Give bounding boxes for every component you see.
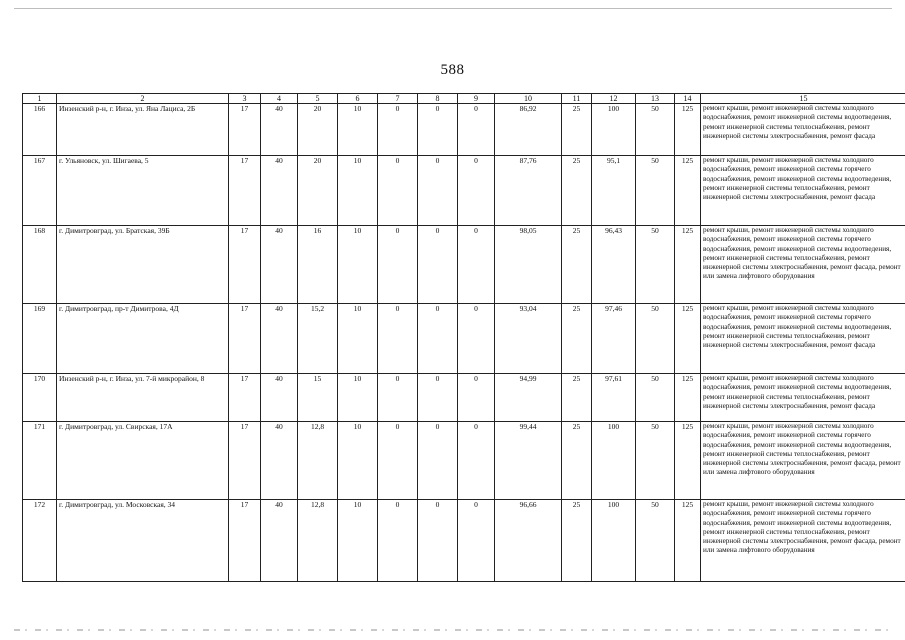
value-cell: 100 xyxy=(592,422,636,500)
value-cell: 17 xyxy=(229,104,261,156)
column-header: 7 xyxy=(378,94,418,104)
scan-top-edge xyxy=(14,8,892,9)
header-row xyxy=(23,94,905,104)
column-header: 10 xyxy=(495,94,562,104)
value-cell: 0 xyxy=(378,226,418,304)
table-row xyxy=(23,500,905,582)
value-cell: 17 xyxy=(229,422,261,500)
value-cell: 17 xyxy=(229,226,261,304)
value-cell: 98,05 xyxy=(495,226,562,304)
value-cell: 40 xyxy=(261,304,298,374)
column-header: 2 xyxy=(57,94,229,104)
value-cell: 50 xyxy=(636,104,675,156)
data-table xyxy=(22,93,905,582)
value-cell: 12,8 xyxy=(298,422,338,500)
value-cell: 25 xyxy=(562,304,592,374)
value-cell: 40 xyxy=(261,422,298,500)
value-cell: 125 xyxy=(675,422,701,500)
table-row xyxy=(23,156,905,226)
value-cell: 17 xyxy=(229,304,261,374)
value-cell: 10 xyxy=(338,304,378,374)
works-list-cell: ремонт крыши, ремонт инженерной системы холодного водоснабжения, ремонт инженерной системы горячего водоснабжения, ремонт инженерной системы водоотведения, ремонт инженерной системы теплоснабжения, ремонт инженерной системы электроснабжения, ремонт фасада xyxy=(701,304,905,374)
value-cell: 40 xyxy=(261,156,298,226)
page-number: 588 xyxy=(440,62,465,78)
works-list-cell: ремонт крыши, ремонт инженерной системы холодного водоснабжения, ремонт инженерной системы водоотведения, ремонт инженерной системы теплоснабжения, ремонт инженерной системы электроснабжения, ремонт фасада xyxy=(701,104,905,156)
value-cell: 0 xyxy=(378,156,418,226)
row-number-cell: 172 xyxy=(23,500,57,582)
table-row xyxy=(23,374,905,422)
value-cell: 17 xyxy=(229,374,261,422)
works-list-cell: ремонт крыши, ремонт инженерной системы холодного водоснабжения, ремонт инженерной системы горячего водоснабжения, ремонт инженерной системы водоотведения, ремонт инженерной системы теплоснабжения, ремонт инженерной системы электроснабжения, ремонт фасада, ремонт или замена лифтового оборудования xyxy=(701,500,905,582)
address-cell: Инзенский р-н, г. Инза, ул. 7-й микрорайон, 8 xyxy=(57,374,229,422)
value-cell: 12,8 xyxy=(298,500,338,582)
row-number-cell: 171 xyxy=(23,422,57,500)
value-cell: 40 xyxy=(261,226,298,304)
value-cell: 87,76 xyxy=(495,156,562,226)
column-header: 13 xyxy=(636,94,675,104)
value-cell: 0 xyxy=(418,104,458,156)
works-list-cell: ремонт крыши, ремонт инженерной системы холодного водоснабжения, ремонт инженерной системы горячего водоснабжения, ремонт инженерной системы водоотведения, ремонт инженерной системы теплоснабжения, ремонт инженерной системы электроснабжения, ремонт фасада xyxy=(701,156,905,226)
value-cell: 17 xyxy=(229,500,261,582)
value-cell: 50 xyxy=(636,156,675,226)
value-cell: 40 xyxy=(261,104,298,156)
address-cell: Инзенский р-н, г. Инза, ул. Яна Лациса, 2Б xyxy=(57,104,229,156)
column-header: 11 xyxy=(562,94,592,104)
value-cell: 0 xyxy=(418,422,458,500)
value-cell: 25 xyxy=(562,156,592,226)
value-cell: 50 xyxy=(636,500,675,582)
works-list-cell: ремонт крыши, ремонт инженерной системы холодного водоснабжения, ремонт инженерной системы горячего водоснабжения, ремонт инженерной системы водоотведения, ремонт инженерной системы теплоснабжения, ремонт инженерной системы электроснабжения, ремонт фасада, ремонт или замена лифтового оборудования xyxy=(701,422,905,500)
value-cell: 96,66 xyxy=(495,500,562,582)
address-cell: г. Ульяновск, ул. Шигаева, 5 xyxy=(57,156,229,226)
value-cell: 50 xyxy=(636,304,675,374)
value-cell: 16 xyxy=(298,226,338,304)
value-cell: 100 xyxy=(592,500,636,582)
value-cell: 40 xyxy=(261,374,298,422)
value-cell: 100 xyxy=(592,104,636,156)
value-cell: 125 xyxy=(675,104,701,156)
value-cell: 0 xyxy=(378,304,418,374)
table-row xyxy=(23,226,905,304)
value-cell: 125 xyxy=(675,500,701,582)
value-cell: 99,44 xyxy=(495,422,562,500)
value-cell: 50 xyxy=(636,374,675,422)
value-cell: 10 xyxy=(338,156,378,226)
value-cell: 0 xyxy=(418,226,458,304)
value-cell: 15,2 xyxy=(298,304,338,374)
address-cell: г. Димитровград, ул. Свирская, 17А xyxy=(57,422,229,500)
column-header: 5 xyxy=(298,94,338,104)
row-number-cell: 166 xyxy=(23,104,57,156)
value-cell: 125 xyxy=(675,226,701,304)
value-cell: 0 xyxy=(378,422,418,500)
column-header: 4 xyxy=(261,94,298,104)
value-cell: 0 xyxy=(418,156,458,226)
column-header: 12 xyxy=(592,94,636,104)
value-cell: 10 xyxy=(338,500,378,582)
table-row xyxy=(23,422,905,500)
row-number-cell: 169 xyxy=(23,304,57,374)
value-cell: 50 xyxy=(636,422,675,500)
address-cell: г. Димитровград, ул. Братская, 39Б xyxy=(57,226,229,304)
works-list-cell: ремонт крыши, ремонт инженерной системы холодного водоснабжения, ремонт инженерной системы горячего водоснабжения, ремонт инженерной системы водоотведения, ремонт инженерной системы теплоснабжения, ремонт инженерной системы электроснабжения, ремонт фасада, ремонт или замена лифтового оборудования xyxy=(701,226,905,304)
row-number-cell: 168 xyxy=(23,226,57,304)
value-cell: 10 xyxy=(338,226,378,304)
value-cell: 25 xyxy=(562,226,592,304)
value-cell: 17 xyxy=(229,156,261,226)
value-cell: 0 xyxy=(418,304,458,374)
value-cell: 95,1 xyxy=(592,156,636,226)
value-cell: 94,99 xyxy=(495,374,562,422)
value-cell: 97,46 xyxy=(592,304,636,374)
value-cell: 93,04 xyxy=(495,304,562,374)
column-header: 8 xyxy=(418,94,458,104)
scan-bottom-edge xyxy=(14,629,892,631)
value-cell: 86,92 xyxy=(495,104,562,156)
value-cell: 0 xyxy=(418,500,458,582)
value-cell: 20 xyxy=(298,156,338,226)
column-header: 1 xyxy=(23,94,57,104)
value-cell: 25 xyxy=(562,374,592,422)
value-cell: 97,61 xyxy=(592,374,636,422)
value-cell: 50 xyxy=(636,226,675,304)
value-cell: 25 xyxy=(562,422,592,500)
value-cell: 10 xyxy=(338,422,378,500)
value-cell: 40 xyxy=(261,500,298,582)
address-cell: г. Димитровград, ул. Московская, 34 xyxy=(57,500,229,582)
value-cell: 96,43 xyxy=(592,226,636,304)
value-cell: 125 xyxy=(675,304,701,374)
value-cell: 0 xyxy=(458,374,495,422)
value-cell: 0 xyxy=(458,156,495,226)
value-cell: 0 xyxy=(458,104,495,156)
column-header: 3 xyxy=(229,94,261,104)
value-cell: 10 xyxy=(338,374,378,422)
value-cell: 125 xyxy=(675,156,701,226)
value-cell: 0 xyxy=(458,422,495,500)
value-cell: 0 xyxy=(378,374,418,422)
column-header: 15 xyxy=(701,94,905,104)
row-number-cell: 170 xyxy=(23,374,57,422)
value-cell: 0 xyxy=(418,374,458,422)
value-cell: 0 xyxy=(378,500,418,582)
works-list-cell: ремонт крыши, ремонт инженерной системы холодного водоснабжения, ремонт инженерной системы водоотведения, ремонт инженерной системы теплоснабжения, ремонт инженерной системы электроснабжения, ремонт фасада xyxy=(701,374,905,422)
table-row xyxy=(23,104,905,156)
value-cell: 125 xyxy=(675,374,701,422)
table-row xyxy=(23,304,905,374)
column-header: 14 xyxy=(675,94,701,104)
column-header: 9 xyxy=(458,94,495,104)
row-number-cell: 167 xyxy=(23,156,57,226)
value-cell: 0 xyxy=(458,304,495,374)
value-cell: 25 xyxy=(562,500,592,582)
value-cell: 0 xyxy=(458,500,495,582)
value-cell: 10 xyxy=(338,104,378,156)
value-cell: 20 xyxy=(298,104,338,156)
address-cell: г. Димитровград, пр-т Димитрова, 4Д xyxy=(57,304,229,374)
value-cell: 25 xyxy=(562,104,592,156)
value-cell: 0 xyxy=(378,104,418,156)
value-cell: 0 xyxy=(458,226,495,304)
column-header: 6 xyxy=(338,94,378,104)
value-cell: 15 xyxy=(298,374,338,422)
